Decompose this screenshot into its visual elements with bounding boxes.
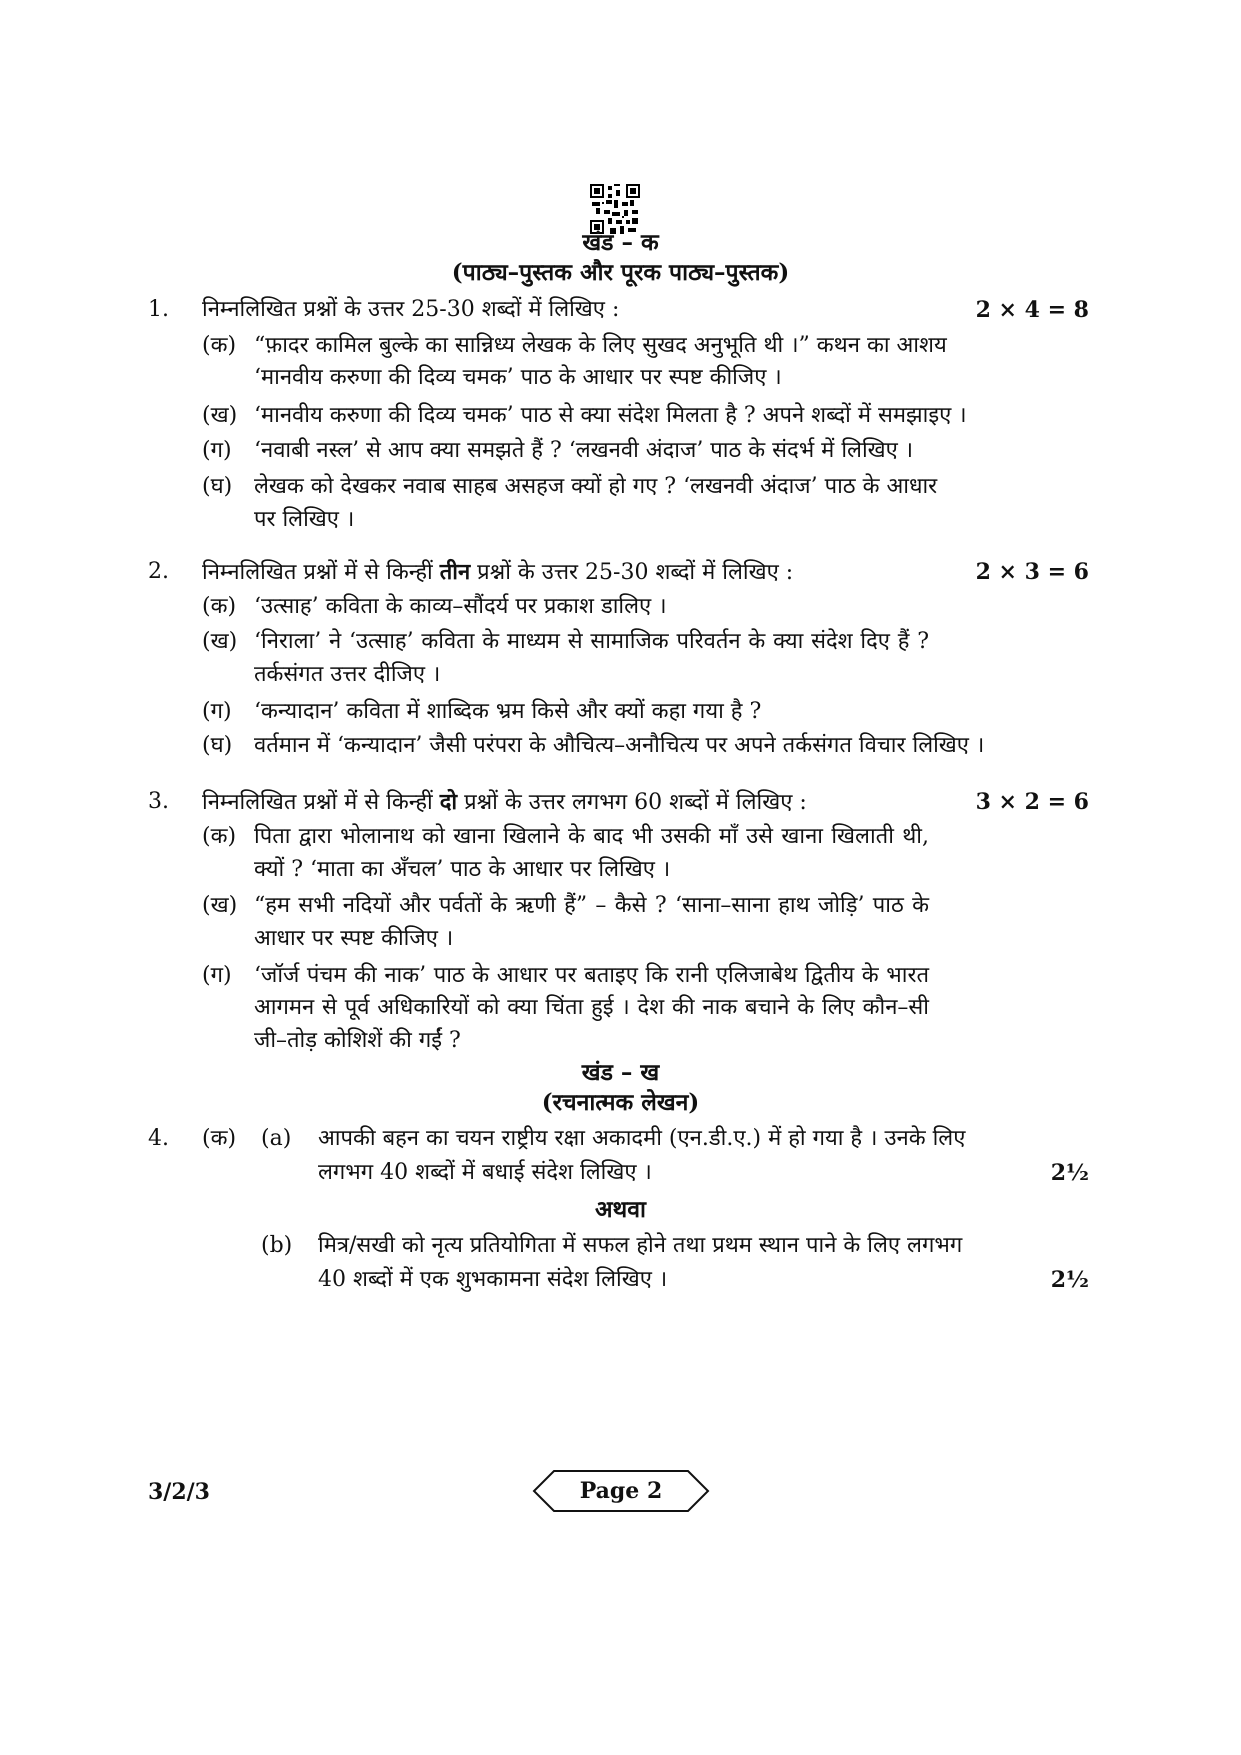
part-label: (क): [202, 333, 237, 358]
question-text: निम्नलिखित प्रश्नों में से किन्हीं तीन प्रश्नों के उत्तर 25-30 शब्दों में लिखिए :: [202, 559, 794, 585]
part-label: (ग): [202, 963, 232, 988]
part-text: ‘कन्यादान’ कविता में शाब्दिक भ्रम किसे और क्यों कहा गया है ?: [254, 699, 762, 724]
section-a-title: खंड – क: [582, 229, 659, 256]
part-label: (घ): [202, 733, 233, 758]
part-text: ‘जॉर्ज पंचम की नाक’ पाठ के आधार पर बताइए कि रानी एलिजाबेथ द्वितीय के भारत: [254, 963, 929, 988]
option-text: 40 शब्दों में एक शुभकामना संदेश लिखिए ।: [318, 1267, 668, 1292]
or-separator: अथवा: [594, 1196, 646, 1223]
part-label: (क): [202, 824, 237, 849]
part-text: क्यों ? ‘माता का अँचल’ पाठ के आधार पर लिखिए ।: [254, 857, 671, 882]
part-text: तर्कसंगत उत्तर दीजिए ।: [254, 662, 441, 687]
option-label: (b): [261, 1233, 293, 1258]
option-marks: 2½: [1050, 1267, 1089, 1293]
part-label: (घ): [202, 474, 233, 499]
part-text: “हम सभी नदियों और पर्वतों के ऋणी हैं” – कैसे ? ‘साना–साना हाथ जोड़ि’ पाठ के: [254, 893, 929, 918]
part-label: (ख): [202, 893, 238, 918]
page-number: Page 2: [579, 1478, 663, 1504]
question-number: 1.: [148, 297, 169, 322]
part-label: (ख): [202, 629, 238, 654]
part-text: ‘उत्साह’ कविता के काव्य–सौंदर्य पर प्रकाश डालिए ।: [254, 594, 667, 619]
part-label: (ग): [202, 438, 232, 463]
part-text: ‘नवाबी नस्ल’ से आप क्या समझते हैं ? ‘लखनवी अंदाज’ पाठ के संदर्भ में लिखिए ।: [254, 438, 914, 463]
part-text: लेखक को देखकर नवाब साहब असहज क्यों हो गए ? ‘लखनवी अंदाज’ पाठ के आधार: [254, 474, 938, 499]
part-label: (ग): [202, 699, 232, 724]
paper-code: 3/2/3: [148, 1479, 210, 1505]
part-text: ‘निराला’ ने ‘उत्साह’ कविता के माध्यम से सामाजिक परिवर्तन के क्या संदेश दिए हैं ?: [254, 629, 929, 654]
part-text: ‘मानवीय करुणा की दिव्य चमक’ पाठ के आधार पर स्पष्ट कीजिए ।: [254, 365, 782, 390]
question-marks: 3 × 2 = 6: [975, 789, 1089, 815]
part-label: (क): [202, 594, 237, 619]
option-marks: 2½: [1050, 1160, 1089, 1186]
part-text: जी–तोड़ कोशिशें की गईं ?: [254, 1028, 461, 1053]
part-text: वर्तमान में ‘कन्यादान’ जैसी परंपरा के औचित्य–अनौचित्य पर अपने तर्कसंगत विचार लिखिए ।: [254, 733, 985, 758]
part-label: (क): [202, 1126, 237, 1151]
page-number-badge: [532, 1469, 710, 1513]
option-text: मित्र/सखी को नृत्य प्रतियोगिता में सफल होने तथा प्रथम स्थान पाने के लिए लगभग: [318, 1233, 963, 1258]
part-text: पर लिखिए ।: [254, 507, 355, 532]
option-label: (a): [261, 1126, 292, 1151]
part-label: (ख): [202, 403, 238, 428]
question-marks: 2 × 4 = 8: [975, 297, 1089, 323]
question-number: 3.: [148, 789, 169, 814]
option-text: आपकी बहन का चयन राष्ट्रीय रक्षा अकादमी (एन.डी.ए.) में हो गया है । उनके लिए: [318, 1126, 966, 1151]
section-a-subtitle: (पाठ्य–पुस्तक और पूरक पाठ्य–पुस्तक): [451, 259, 790, 286]
question-text: निम्नलिखित प्रश्नों में से किन्हीं दो प्रश्नों के उत्तर लगभग 60 शब्दों में लिखिए :: [202, 789, 807, 815]
section-b-title: खंड – ख: [581, 1059, 660, 1086]
part-text: आगमन से पूर्व अधिकारियों को क्या चिंता हुई । देश की नाक बचाने के लिए कौन–सी: [254, 995, 929, 1020]
part-text: “फ़ादर कामिल बुल्के का सान्निध्य लेखक के लिए सुखद अनुभूति थी ।” कथन का आशय: [254, 333, 947, 358]
question-marks: 2 × 3 = 6: [975, 559, 1089, 585]
part-text: पिता द्वारा भोलानाथ को खाना खिलाने के बाद भी उसकी माँ उसे खाना खिलाती थी,: [254, 824, 929, 849]
section-b-subtitle: (रचनात्मक लेखन): [541, 1089, 700, 1116]
part-text: आधार पर स्पष्ट कीजिए ।: [254, 926, 454, 951]
question-number: 4.: [148, 1126, 169, 1151]
question-number: 2.: [148, 559, 169, 584]
option-text: लगभग 40 शब्दों में बधाई संदेश लिखिए ।: [318, 1160, 652, 1185]
question-text: निम्नलिखित प्रश्नों के उत्तर 25-30 शब्दों में लिखिए :: [202, 297, 620, 322]
part-text: ‘मानवीय करुणा की दिव्य चमक’ पाठ से क्या संदेश मिलता है ? अपने शब्दों में समझाइए ।: [254, 403, 967, 428]
